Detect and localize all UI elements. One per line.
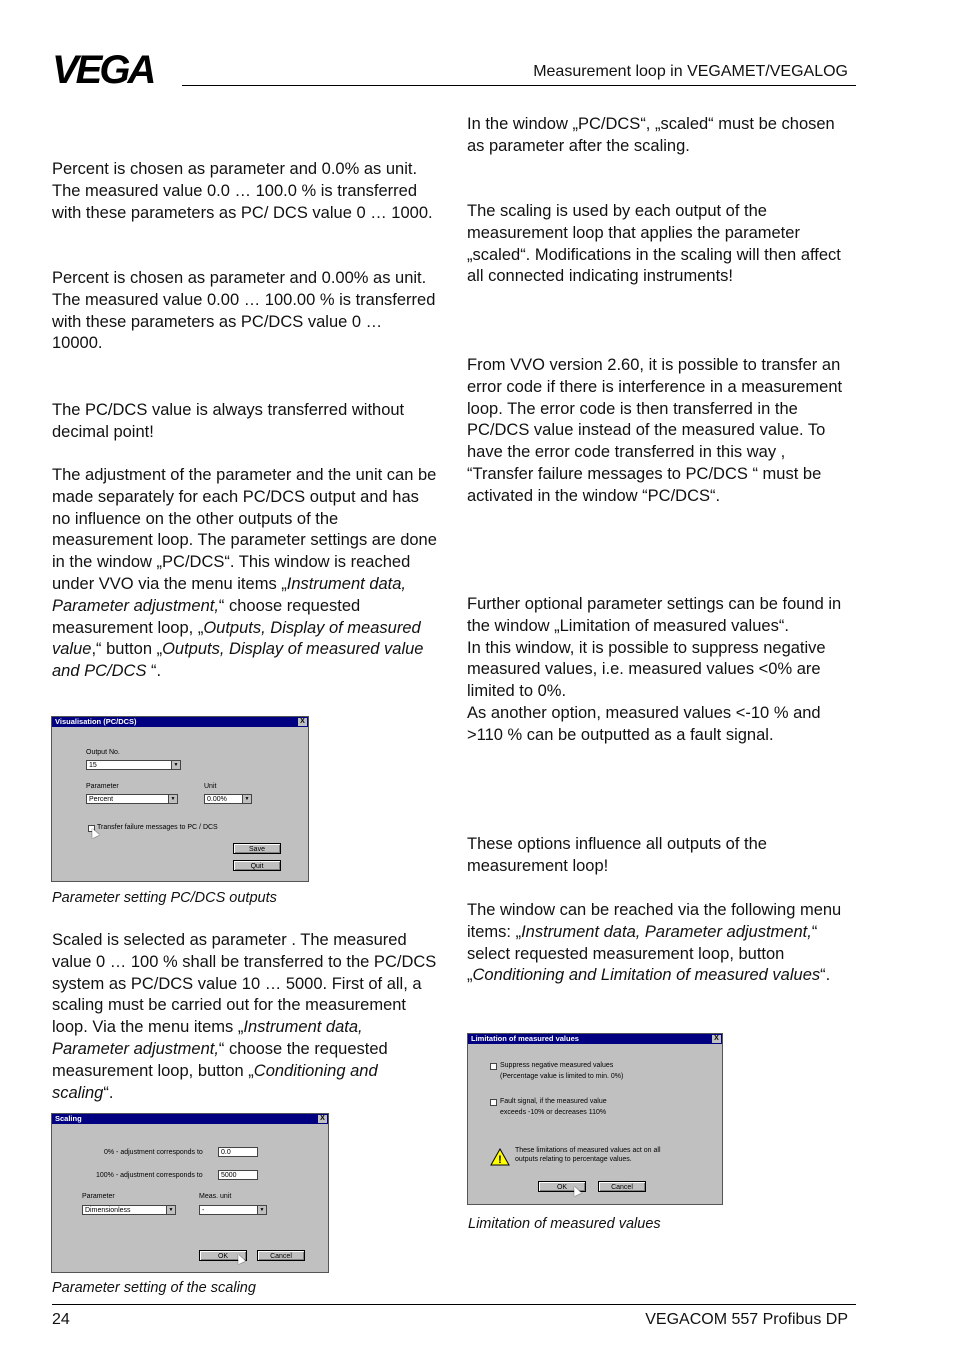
output-label: Output No. — [86, 749, 120, 756]
cancel-button[interactable]: Cancel — [257, 1250, 305, 1261]
limitation-note-line-2: outputs relating to percentage values. — [515, 1156, 632, 1163]
right-text-block-6 — [467, 900, 852, 987]
save-button[interactable]: Save — [233, 843, 281, 854]
svg-text:VEGA: VEGA — [52, 52, 154, 86]
chevron-down-icon: ▼ — [257, 1206, 266, 1214]
hundred-adjustment-label: 100% - adjustment corresponds to — [96, 1172, 203, 1179]
limitation-note-line-1: These limitations of measured values act on all — [515, 1147, 661, 1154]
pc-dcs-window-screenshot — [51, 716, 309, 882]
meas-unit-select[interactable]: - ▼ — [199, 1205, 267, 1215]
left-text-block-3 — [52, 400, 437, 444]
close-icon: X — [318, 1115, 327, 1123]
suppress-negative-hint: (Percentage value is limited to min. 0%) — [500, 1073, 624, 1080]
paragraph: The adjustment of the parameter and the unit can be made separately for each PC/DCS output and has no influence on the other outputs of the measurement loop. The parameter settings are done in the window „PC/DCS“. This window is reached under VVO via the menu items „Instrument data, Parameter adjustment,“ choose requested measurement loop, „Outputs, Display of measured value,“ button „Outputs, Display of measured value and PC/DCS “. — [52, 466, 437, 681]
scaling-window-screenshot — [51, 1113, 329, 1273]
chevron-down-icon: ▼ — [168, 795, 177, 803]
paragraph: In this window, it is possible to suppress negative measured values, i.e. measured values <0% are limited to 0%. — [467, 638, 826, 701]
paragraph: From VVO version 2.60, it is possible to transfer an error code if there is interference in a measurement loop. The error code is then transferred in the PC/DCS value instead of the measured value. To have the error code transferred in this way , “Transfer failure messages to PC/DCS “ must be activated in the window “PC/DCS“. — [467, 356, 843, 505]
paragraph: The scaling is used by each output of the measurement loop that applies the parameter „scaled“. Modifications in the scaling will then affect all connected indicating instruments! — [467, 202, 841, 286]
chevron-down-icon: ▼ — [171, 761, 180, 769]
right-text-block-4 — [467, 594, 852, 747]
fault-signal-label: Fault signal, if the measured value — [500, 1098, 607, 1105]
right-text-block-1 — [467, 114, 852, 158]
zero-adjustment-label: 0% - adjustment corresponds to — [104, 1149, 203, 1156]
svg-text:!: ! — [498, 1154, 502, 1166]
figure-caption: Parameter setting of the scaling — [52, 1280, 256, 1296]
right-text-block-3 — [467, 355, 852, 508]
unit-select[interactable]: 0.00% ▼ — [204, 794, 252, 804]
chevron-down-icon: ▼ — [166, 1206, 175, 1214]
footer-rule — [52, 1304, 856, 1305]
left-text-block-2 — [52, 268, 437, 355]
limitation-window-screenshot — [467, 1033, 723, 1205]
paragraph: These options influence all outputs of the measurement loop! — [467, 835, 767, 875]
zero-adjustment-input[interactable]: 0.0 — [218, 1147, 258, 1157]
paragraph: The window can be reached via the following menu items: „Instrument data, Parameter adjustment,“ select requested measurement loop, button „Conditioning and Limitation of measured values“. — [467, 901, 842, 985]
paragraph: In the window „PC/DCS“, „scaled“ must be chosen as parameter after the scaling. — [467, 115, 835, 155]
output-select[interactable]: 15 ▼ — [86, 760, 181, 770]
hundred-adjustment-input[interactable]: 5000 — [218, 1170, 258, 1180]
page-number: 24 — [52, 1311, 70, 1328]
right-text-block-5 — [467, 834, 852, 878]
close-icon: X — [298, 718, 307, 726]
chevron-down-icon: ▼ — [242, 795, 251, 803]
paragraph: Scaled is selected as parameter . The measured value 0 … 100 % shall be transferred to the PC/DCS system as PC/DCS value 10 … 5000. First of all, a scaling must be carried out for the measurement loop. Via the menu items „Instrument data, Parameter adjustment,“ choose the requested measurement loop, button „Conditioning and scaling“. — [52, 931, 437, 1102]
parameter-select[interactable]: Dimensionless ▼ — [82, 1205, 176, 1215]
ok-button[interactable]: OK — [199, 1250, 247, 1261]
unit-label: Unit — [204, 783, 217, 790]
meas-unit-label: Meas. unit — [199, 1193, 232, 1200]
ok-button[interactable]: OK — [538, 1181, 586, 1192]
section-title: Measurement loop in VEGAMET/VEGALOG — [533, 63, 848, 80]
paragraph: Further optional parameter settings can be found in the window „Limitation of measured values“. — [467, 595, 842, 635]
figure-caption: Limitation of measured values — [468, 1216, 661, 1232]
window-titlebar: Scaling X — [52, 1114, 328, 1124]
suppress-negative-label: Suppress negative measured values — [500, 1062, 614, 1069]
parameter-label: Parameter — [86, 783, 119, 790]
vega-logo-mark — [52, 52, 170, 86]
quit-button[interactable]: Quit — [233, 860, 281, 871]
window-titlebar: Limitation of measured values X — [468, 1034, 722, 1044]
header-rule — [182, 85, 856, 86]
fault-signal-checkbox[interactable] — [490, 1099, 497, 1106]
cancel-button[interactable]: Cancel — [598, 1181, 646, 1192]
transfer-failure-label: Transfer failure messages to PC / DCS — [97, 824, 218, 831]
left-text-block-1 — [52, 159, 437, 224]
document-title: VEGACOM 557 Profibus DP — [645, 1311, 848, 1328]
suppress-negative-checkbox[interactable] — [490, 1063, 497, 1070]
vega-logo — [52, 52, 170, 91]
paragraph: The PC/DCS value is always transferred without decimal point! — [52, 401, 405, 441]
paragraph: As another option, measured values <-10 % and >110 % can be outputted as a fault signal. — [467, 703, 821, 744]
paragraph: Percent is chosen as parameter and 0.0% as unit. The measured value 0.0 … 100.0 % is transferred with these parameters as PC/ DCS value 0 … 1000. — [52, 160, 433, 222]
window-titlebar: Visualisation (PC/DCS) X — [52, 717, 308, 727]
fault-signal-hint: exceeds -10% or decreases 110% — [500, 1109, 607, 1116]
warning-icon — [490, 1148, 510, 1166]
right-text-block-2 — [467, 201, 852, 288]
paragraph: Percent is chosen as parameter and 0.00% as unit. The measured value 0.00 … 100.00 % is transferred with these parameters as PC/DCS value 0 … 10000. — [52, 269, 436, 353]
parameter-label: Parameter — [82, 1193, 115, 1200]
close-icon: X — [712, 1035, 721, 1043]
figure-caption: Parameter setting PC/DCS outputs — [52, 890, 277, 906]
left-text-block-4 — [52, 465, 437, 683]
parameter-select[interactable]: Percent ▼ — [86, 794, 178, 804]
left-text-block-5 — [52, 930, 437, 1104]
